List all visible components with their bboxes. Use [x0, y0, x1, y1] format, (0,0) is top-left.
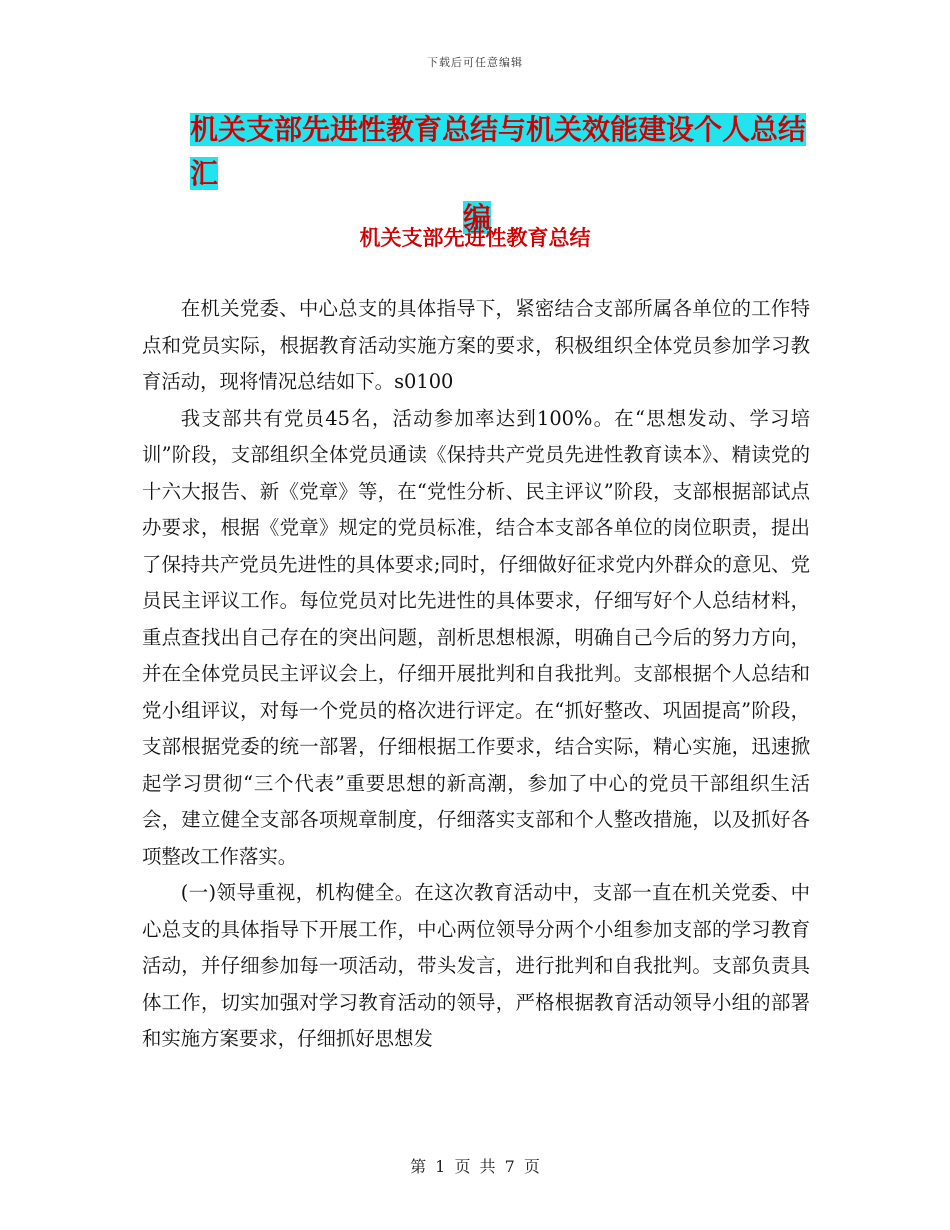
section-title: 机关支部先进性教育总结 — [359, 226, 591, 250]
title-line-1: 机关支部先进性教育总结与机关效能建设个人总结汇 — [190, 113, 807, 190]
page-number: 第 1 页 共 7 页 — [410, 1157, 540, 1176]
document-title — [190, 108, 810, 240]
header-note: 下载后可任意编辑 — [427, 56, 523, 69]
title-line-2: 编 — [462, 201, 491, 234]
paragraph: 我支部共有党员45名，活动参加率达到100%。在“思想发动、学习培训”阶段，支部组织全体党员通读《保持共产党员先进性教育读本》、精读党的十六大报告、新《党章》等，在“党性分析、民主评议”阶段，支部根据部试点办要求，根据《党章》规定的党员标准，结合本支部各单位的岗位职责，提出了保持共产党员先进性的具体要求;同时，仔细做好征求党内外群众的意见、党员民主评议工作。每位党员对比先进性的具体要求，仔细写好个人总结材料，重点查找出自己存在的突出问题，剖析思想根源，明确自己今后的努力方向，并在全体党员民主评议会上，仔细开展批判和自我批判。支部根据个人总结和党小组评议，对每一个党员的格次进行评定。在“抓好整改、巩固提高”阶段，支部根据党委的统一部署，仔细根据工作要求，结合实际，精心实施，迅速掀起学习贯彻“三个代表”重要思想的新高潮，参加了中心的党员干部组织生活会，建立健全支部各项规章制度，仔细落实支部和个人整改措施，以及抓好各项整改工作落实。 — [142, 406, 810, 868]
paragraph: (一)领导重视，机构健全。在这次教育活动中，支部一直在机关党委、中心总支的具体指导下开展工作，中心两位领导分两个小组参加支部的学习教育活动，并仔细参加每一项活动，带头发言，进行批判和自我批判。支部负责具体工作，切实加强对学习教育活动的领导，严格根据教育活动领导小组的部署和实施方案要求，仔细抓好思想发 — [142, 881, 810, 1050]
paragraph: 在机关党委、中心总支的具体指导下，紧密结合支部所属各单位的工作特点和党员实际，根据教育活动实施方案的要求，积极组织全体党员参加学习教育活动，现将情况总结如下。s0100 — [142, 297, 810, 393]
document-body — [142, 291, 810, 1058]
